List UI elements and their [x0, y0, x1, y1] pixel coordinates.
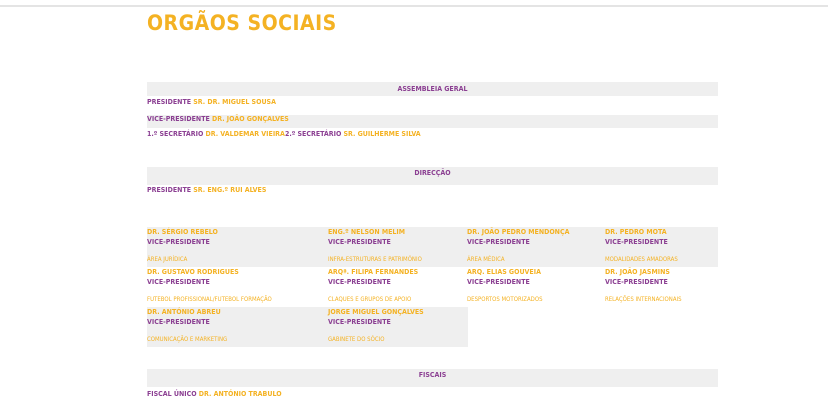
member-name: DR. ANTÓNIO ABREU	[147, 308, 221, 316]
role-label: FISCAL ÚNICO	[147, 390, 197, 398]
member-area: GABINETE DO SÓCIO	[328, 336, 385, 343]
role-label: PRESIDENTE	[147, 186, 192, 194]
member-area: CLAQUES E GRUPOS DE APOIO	[328, 296, 412, 303]
role-label: PRESIDENTE	[147, 98, 192, 106]
role-label: 1.º SECRETÁRIO	[147, 130, 204, 138]
member-role: VICE-PRESIDENTE	[605, 238, 668, 246]
assembleia-secretario-1	[147, 129, 285, 140]
member-role: VICE-PRESIDENTE	[147, 278, 210, 286]
member-card	[147, 307, 283, 345]
member-role: VICE-PRESIDENTE	[328, 318, 391, 326]
top-divider	[0, 5, 828, 7]
member-area: ÁREA MÉDICA	[467, 256, 505, 263]
role-label: 2.º SECRETÁRIO	[285, 130, 342, 138]
member-role: VICE-PRESIDENTE	[328, 238, 391, 246]
member-area: INFRA-ESTRUTURAS E PATRIMÓNIO	[328, 256, 422, 263]
member-area: RELAÇÕES INTERNACIONAIS	[605, 296, 682, 303]
person-name: DR. JOÃO GONÇALVES	[212, 115, 289, 123]
member-role: VICE-PRESIDENTE	[147, 318, 210, 326]
member-name: DR. JOÃO PEDRO MENDONÇA	[467, 228, 570, 236]
person-name: SR. GUILHERME SILVA	[343, 130, 421, 138]
role-label: VICE-PRESIDENTE	[147, 115, 210, 123]
fiscal-unico	[147, 389, 282, 400]
member-card	[328, 227, 464, 265]
member-name: ARQª. FILIPA FERNANDES	[328, 268, 419, 276]
member-name: ARQ. ELIAS GOUVEIA	[467, 268, 541, 276]
person-name: SR. DR. MIGUEL SOUSA	[193, 98, 276, 106]
section-header-assembleia: ASSEMBLEIA GERAL	[147, 82, 718, 96]
member-name: DR. GUSTAVO RODRIGUES	[147, 268, 239, 276]
member-role: VICE-PRESIDENTE	[467, 238, 530, 246]
member-area: ÁREA JURÍDICA	[147, 256, 188, 263]
member-name: ENG.º NELSON MELIM	[328, 228, 406, 236]
section-header-direccao: DIRECÇÃO	[147, 167, 718, 185]
member-role: VICE-PRESIDENTE	[328, 278, 391, 286]
member-card	[605, 267, 741, 305]
member-name: DR. JOÃO JASMINS	[605, 268, 670, 276]
member-card	[605, 227, 741, 265]
member-name: DR. SÉRGIO REBELO	[147, 228, 218, 236]
member-role: VICE-PRESIDENTE	[467, 278, 530, 286]
direccao-presidente	[147, 185, 266, 196]
member-name: JORGE MIGUEL GONÇALVES	[328, 308, 424, 316]
member-card	[328, 307, 464, 345]
member-card	[467, 227, 603, 265]
member-card	[147, 267, 283, 305]
member-card	[147, 227, 283, 265]
member-area: COMUNICAÇÃO E MARKETING	[147, 336, 228, 343]
section-header-fiscais: FISCAIS	[147, 369, 718, 387]
member-role: VICE-PRESIDENTE	[605, 278, 668, 286]
member-area: FUTEBOL PROFISSIONAL/FUTEBOL FORMAÇÃO	[147, 296, 272, 303]
assembleia-presidente	[147, 97, 276, 108]
page-title: ORGÃOS SOCIAIS	[147, 11, 337, 35]
member-name: DR. PEDRO MOTA	[605, 228, 667, 236]
assembleia-secretario-2	[285, 129, 421, 140]
person-name: SR. ENG.º RUI ALVES	[193, 186, 267, 194]
member-card	[328, 267, 464, 305]
member-area: MODALIDADES AMADORAS	[605, 256, 678, 263]
person-name: DR. ANTÓNIO TRABULO	[198, 390, 282, 398]
person-name: DR. VALDEMAR VIEIRA	[205, 130, 285, 138]
assembleia-vice	[147, 114, 289, 125]
member-area: DESPORTOS MOTORIZADOS	[467, 296, 543, 303]
member-role: VICE-PRESIDENTE	[147, 238, 210, 246]
member-card	[467, 267, 603, 305]
